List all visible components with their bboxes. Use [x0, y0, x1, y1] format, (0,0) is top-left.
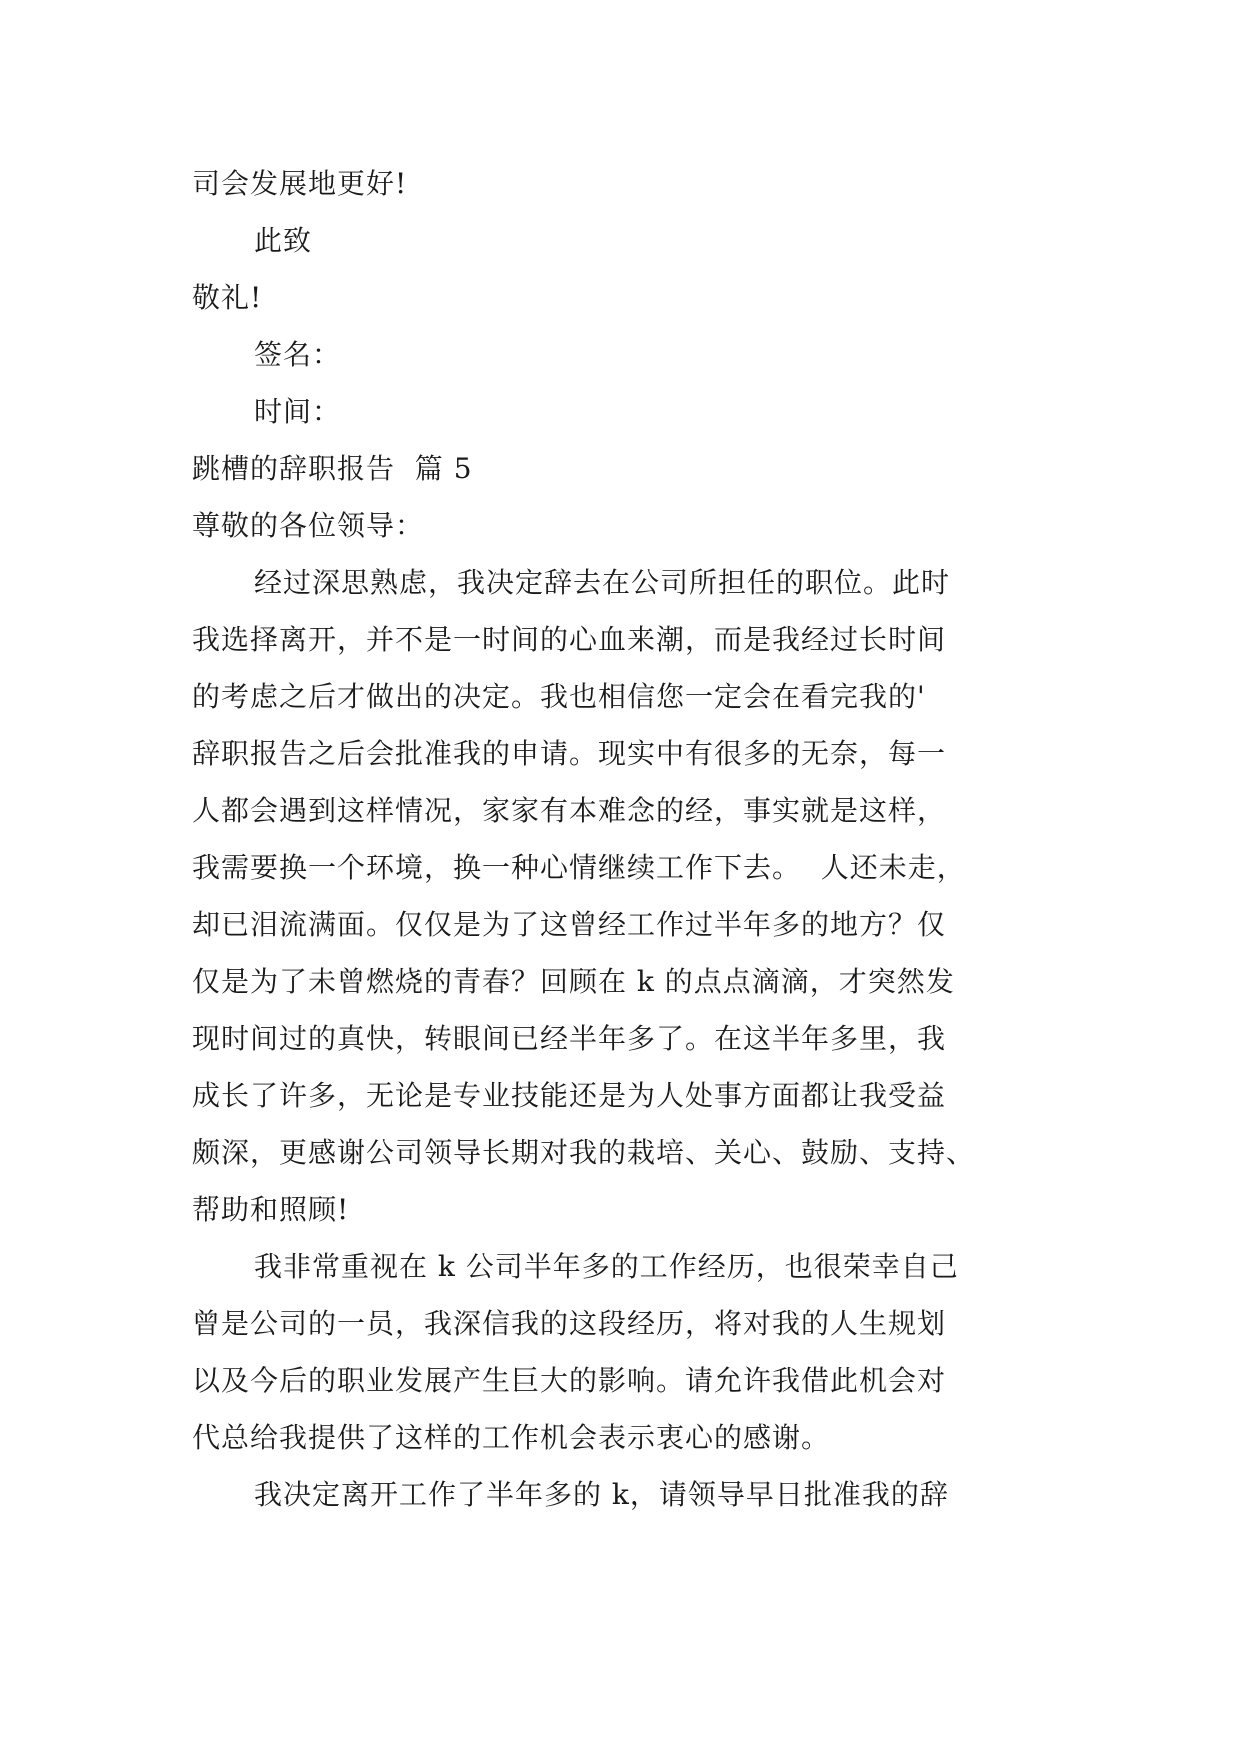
paragraph-line: 现时间过的真快，转眼间已经半年多了。在这半年多里，我: [192, 1022, 947, 1055]
paragraph-line: 经过深思熟虑，我决定辞去在公司所担任的职位。此时: [254, 566, 951, 599]
paragraph-line: 曾是公司的一员，我深信我的这段经历，将对我的人生规划: [192, 1307, 947, 1340]
paragraph-line: 颇深，更感谢公司领导长期对我的栽培、关心、鼓励、支持、: [192, 1136, 976, 1169]
paragraph-line: 辞职报告之后会批准我的申请。现实中有很多的无奈，每一: [192, 737, 947, 770]
closing-regards: 敬礼!: [192, 281, 263, 314]
section-heading: 跳槽的辞职报告 篇 5: [192, 452, 473, 485]
paragraph-line: 却已泪流满面。仅仅是为了这曾经工作过半年多的地方？仅: [192, 908, 947, 941]
paragraph-line: 我非常重视在 k 公司半年多的工作经历，也很荣幸自己: [254, 1250, 959, 1283]
paragraph-line: 人都会遇到这样情况，家家有本难念的经，事实就是这样，: [192, 794, 947, 827]
paragraph-line: 帮助和照顾!: [192, 1193, 350, 1226]
paragraph-line: 我需要换一个环境，换一种心情继续工作下去。 人还未走，: [192, 851, 966, 884]
paragraph-line: 代总给我提供了这样的工作机会表示衷心的感谢。: [192, 1421, 831, 1454]
paragraph-line: 成长了许多，无论是专业技能还是为人处事方面都让我受益: [192, 1079, 947, 1112]
paragraph-line: 我选择离开，并不是一时间的心血来潮，而是我经过长时间: [192, 623, 947, 656]
paragraph-line: 的考虑之后才做出的决定。我也相信您一定会在看完我的': [192, 680, 926, 713]
signature-label: 签名：: [254, 338, 342, 371]
text-line-continuation: 司会发展地更好!: [192, 167, 408, 200]
paragraph-line: 仅是为了未曾燃烧的青春？回顾在 k 的点点滴滴，才突然发: [192, 965, 955, 998]
date-label: 时间：: [254, 395, 342, 428]
greeting: 尊敬的各位领导：: [192, 509, 425, 542]
closing-salutation: 此致: [254, 224, 313, 257]
paragraph-line: 我决定离开工作了半年多的 k，请领导早日批准我的辞: [254, 1478, 949, 1511]
paragraph-line: 以及今后的职业发展产生巨大的影响。请允许我借此机会对: [192, 1364, 947, 1397]
